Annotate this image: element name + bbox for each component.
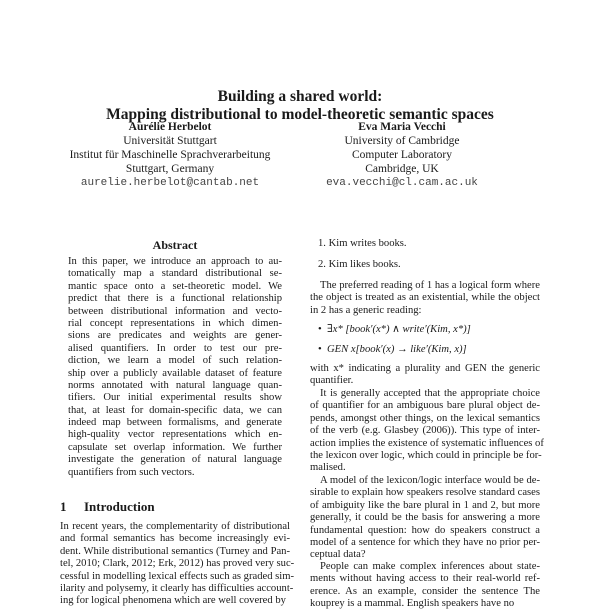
text-line: quantifier.	[310, 375, 354, 387]
author-name: Aurélie Herbelot	[128, 121, 212, 133]
text-line: predict that there is a functional relationship	[68, 293, 282, 305]
text-line: that, at least for domain-specific data, we can	[68, 404, 282, 416]
text-line: erence. As an example, consider the sentence The	[310, 585, 540, 597]
text-line: the lexicon over logic, which could in principle be for-	[310, 449, 542, 461]
author-affiliation: University of Cambridge	[344, 135, 460, 147]
text-line: cessful in modelling lexical effects such as graded sim-	[60, 570, 294, 582]
paragraph-preferred-reading	[310, 280, 540, 317]
abstract-heading: Abstract	[152, 238, 198, 252]
text-line: fundamental question: how do speakers construct a	[310, 524, 540, 536]
paragraph-inferences	[310, 561, 540, 611]
text-line: with x* indicating a plurality and GEN the generic	[310, 363, 540, 374]
paragraph-plurality	[310, 363, 540, 388]
text-line: of quantifier for an ambiguous bare plural object de-	[310, 400, 540, 412]
author-block-1	[40, 120, 300, 190]
text-line: model of a sentence for which they have no prior per-	[310, 536, 540, 548]
author-affiliation: Institut für Maschinelle Sprachverarbeitung	[69, 149, 271, 161]
text-line: ship over a publicly available dataset of feature	[68, 367, 282, 379]
example-2: 2. Kim likes books.	[318, 259, 401, 270]
text-line: mantic space onto a set-theoretic model. We	[68, 280, 282, 292]
author-name: Eva Maria Vecchi	[358, 121, 446, 133]
logical-form-bullet-1	[318, 324, 471, 336]
text-line: pends, amongst other things, on the lexical semantics	[310, 412, 540, 424]
text-line: sions are predicates and weights are gener-	[68, 330, 282, 342]
text-line: of ambiguity like the bare plural in 1 and 2, but more	[310, 499, 540, 511]
section-number: 1	[60, 499, 67, 514]
text-line: norms annotated with natural language quan-	[68, 379, 282, 391]
text-line: diction, we learn a model of such relation-	[68, 355, 282, 367]
author-affiliation: Stuttgart, Germany	[125, 163, 215, 175]
text-line: rial concept representations in which dimen-	[68, 317, 282, 329]
paragraph-quantifier-choice	[310, 388, 544, 475]
section-title: Introduction	[84, 499, 155, 514]
text-line: tomatically map a standard distributional se-	[68, 268, 282, 280]
bullet-icon: •	[318, 344, 328, 355]
text-line: indeed map between formalisms, and generate	[68, 417, 282, 429]
author-affiliation: Universität Stuttgart	[123, 135, 217, 147]
text-line: People can make complex inferences about state-	[320, 561, 540, 572]
formula: ∃x* [book′(x*) ∧ write′(Kim, x*)]	[327, 324, 471, 335]
bullet-icon: •	[318, 324, 328, 335]
section-heading-introduction	[60, 499, 155, 515]
text-line: ilarity and polysemy, it clearly has difficulties account-	[60, 582, 294, 594]
text-line: The preferred reading of 1 has a logical form where	[320, 280, 540, 291]
formula: GEN x[book′(x) → like′(Kim, x)]	[327, 344, 467, 355]
text-line: tifiers. Our initial experimental results show	[68, 392, 282, 404]
text-line: In this paper, we introduce an approach to au-	[68, 256, 282, 267]
text-line: high-quality vector representations which en-	[68, 429, 282, 441]
text-line: ing for logical phenomena which are well covered by	[60, 595, 286, 607]
text-line: kouprey is a mammal. English speakers have no	[310, 598, 515, 610]
text-line: ments without having access to their real-world ref-	[310, 573, 540, 585]
paper-title	[0, 88, 600, 124]
abstract-body	[68, 256, 282, 479]
text-line: ceptual data?	[310, 549, 366, 561]
text-line: dent. While distributional semantics (Turney and Pan-	[60, 545, 290, 557]
text-line: of the verb (e.g. Glasbey (2006)). This type of inter-	[310, 425, 540, 437]
text-line: in 2 has a generic reading:	[310, 304, 422, 316]
text-line: sirable to explain how speakers resolve standard cases	[310, 487, 540, 499]
author-email: aurelie.herbelot@cantab.net	[80, 177, 260, 189]
author-email: eva.vecchi@cl.cam.ac.uk	[326, 177, 478, 189]
author-affiliation: Computer Laboratory	[352, 149, 452, 161]
text-line: quantifiers from such vectors.	[68, 466, 195, 478]
text-line: generally, it could be the basis for answering a more	[310, 512, 540, 524]
text-line: It is generally accepted that the appropriate choice	[320, 388, 540, 399]
text-line: action implies the existence of systematic influences of	[310, 437, 544, 449]
paragraph-lexicon-logic	[310, 475, 540, 562]
text-line: the object is treated as an existential, while the object	[310, 292, 540, 304]
introduction-body	[60, 521, 295, 608]
text-line: alised quantifiers. In order to test our pre-	[68, 342, 282, 354]
title-line-2: Mapping distributional to model-theoretic semantic spaces	[106, 106, 494, 123]
text-line: tel, 2010; Clark, 2012; Erk, 2012) has proved very suc-	[60, 558, 295, 570]
author-block-2	[272, 120, 532, 190]
author-affiliation: Cambridge, UK	[365, 163, 439, 175]
text-line: In recent years, the complementarity of distributional	[60, 521, 290, 532]
text-line: malised.	[310, 462, 346, 474]
title-line-1: Building a shared world:	[217, 88, 383, 105]
text-line: between distributional information and vecto-	[68, 305, 282, 317]
text-line: and formal semantics has become increasingly evi-	[60, 533, 290, 545]
example-1: 1. Kim writes books.	[318, 238, 407, 249]
text-line: A model of the lexicon/logic interface would be de-	[320, 475, 540, 486]
text-line: investigate the generation of natural language	[68, 454, 282, 466]
logical-form-bullet-2	[318, 344, 467, 356]
text-line: capsulate set overlap information. We further	[68, 441, 282, 453]
